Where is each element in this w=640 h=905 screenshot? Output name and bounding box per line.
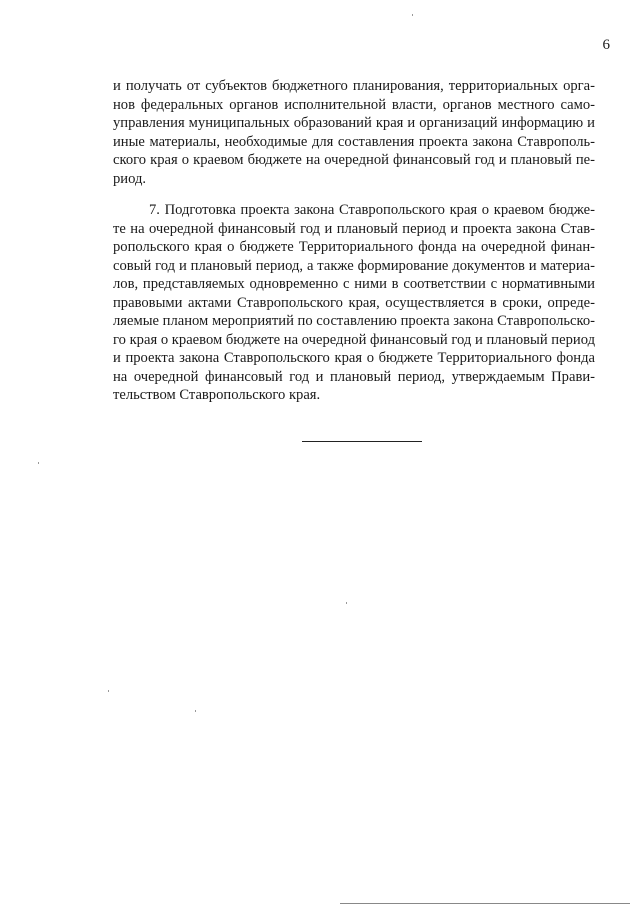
text-line: иные материалы, необходимые для составления проекта закона Ставрополь- bbox=[113, 133, 595, 150]
text-line: лов, представляемых одновременно с ними в соответствии с нормативными bbox=[113, 276, 595, 292]
text-line: на очередной финансовый год и плановый период, утверждаемым Прави- bbox=[113, 368, 595, 385]
text-line: совый год и плановый период, а также формирование документов и материа- bbox=[113, 257, 595, 274]
text-line: те на очередной финансовый год и плановый период и проекта закона Став- bbox=[113, 220, 595, 237]
scan-edge-rule bbox=[340, 903, 630, 904]
scan-speck bbox=[38, 462, 39, 464]
text-line: и проекта закона Ставропольского края о бюджете Территориального фонда bbox=[113, 350, 595, 366]
text-line: риод. bbox=[113, 170, 147, 187]
text-line: ляемые планом мероприятий по составлению проекта закона Ставропольско- bbox=[113, 313, 595, 329]
text-line: ропольского края о бюджете Территориального фонда на очередной финан- bbox=[113, 239, 595, 255]
text-line: нов федеральных органов исполнительной власти, органов местного само- bbox=[113, 96, 595, 113]
text-line: правовыми актами Ставропольского края, осуществляется в сроки, опреде- bbox=[113, 294, 595, 311]
text-line: го края о краевом бюджете на очередной финансовый год и плановый период bbox=[113, 331, 595, 348]
text-line: ского края о краевом бюджете на очередной финансовый год и плановый пе- bbox=[113, 152, 595, 168]
scan-speck bbox=[195, 710, 196, 712]
text-line: и получать от субъектов бюджетного планирования, территориальных орга- bbox=[113, 78, 595, 94]
end-separator-line bbox=[302, 441, 422, 442]
paragraph-item-7 bbox=[113, 201, 595, 405]
scan-speck bbox=[412, 14, 413, 16]
scan-speck bbox=[346, 602, 347, 604]
paragraph-continuation bbox=[113, 77, 595, 188]
scan-speck bbox=[108, 690, 109, 692]
text-line: 7. Подготовка проекта закона Ставропольского края о краевом бюдже- bbox=[149, 202, 595, 218]
text-line: управления муниципальных образований края и организаций информацию и bbox=[113, 115, 595, 131]
text-line: тельством Ставропольского края. bbox=[113, 387, 321, 403]
page-number: 6 bbox=[602, 37, 610, 53]
